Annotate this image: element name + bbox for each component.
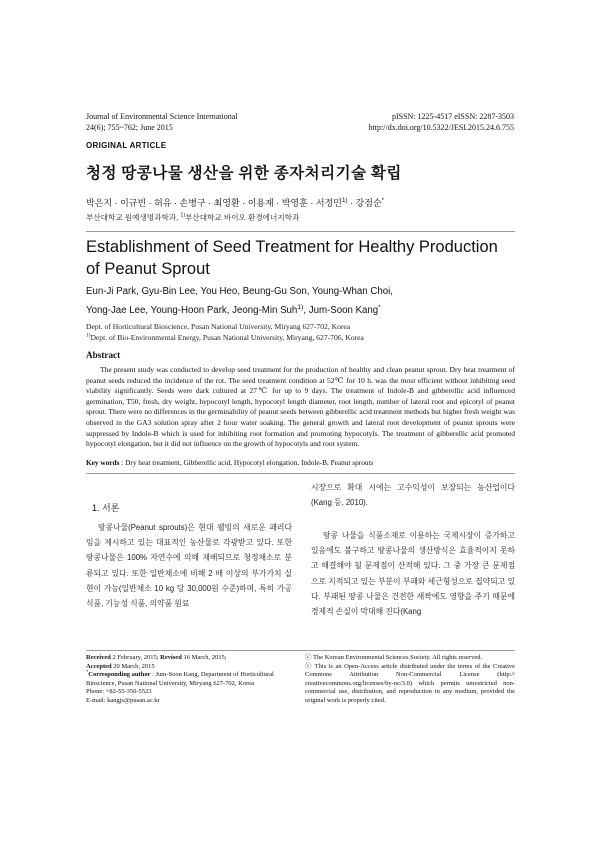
- english-authors-sup: 1): [297, 303, 304, 311]
- license-text: This is an Open-Access article distributed under the terms of the Creative Commons Attribution Non-Commercial License (http:// creativecommons.org/licenses/by-nc/3.0) which permits unrestricted non-commercial use, distribution, and reproduction in any medium, provided the original work is properly cited.: [305, 662, 516, 704]
- corresponding-mark: *: [86, 669, 89, 675]
- journal-issn: pISSN: 1225-4517 eISSN: 2287-3503: [391, 112, 514, 121]
- english-affiliation-2: [86, 332, 516, 343]
- abstract-text: The present study was conducted to develop seed treatment for the production of healthy and clean peanut sprout. Dry heat treatment of peanut seeds reduced the incidence of the rot. The seed treatment condition at 52℃ for 10 h. was the most efficient without inhibiting seed viability significantly. Seeds were dark cultured at 27℃ for up to 9 days. The treatment of Indole-B and gibberellic acid influenced germination, T50, fresh, dry weight, hypocotyl length, hypocotyl length diameter, root length, number of lateral root and epicotyl of peanut sprout. There were no differences in the germinability of peanut seeds between gibberellic acid treatment methods but higher fresh weight was observed in the GA3 solution spray after 2 hour water soaking. The general growth and lateral root development of peanut sprouts were suppressed by Indole-B which is used for inhibiting root formation and promoting hypocotyls. The treatment of gibberellic acid promoted hypocotyl elongation, but it did not influence on the growth of hypocotyls and root system.: [86, 365, 515, 449]
- korean-affiliation-1: 부산대학교 원예생명과학과,: [86, 213, 181, 222]
- english-affiliations: [86, 321, 516, 343]
- english-authors: [86, 282, 516, 320]
- journal-header-left: [86, 111, 238, 133]
- copyright-icon: ⓒ: [305, 654, 312, 661]
- journal-volume: 24(6); 755~762; June 2015: [86, 123, 173, 132]
- korean-title: 청정 땅콩나물 생산을 위한 종자처리기술 확립: [86, 165, 402, 182]
- footnote-left: [86, 654, 292, 706]
- divider-abstract: [86, 473, 515, 474]
- corresponding-text: : Jum-Soon Kang, Department of Horticultural Bioscience, Pusan National University, Miryang 627-702, Korea: [86, 671, 274, 687]
- copyright-line: [305, 654, 515, 663]
- footnote-right: [305, 654, 515, 706]
- section-heading-introduction: 1. 서론: [92, 503, 120, 513]
- korean-authors-sup: 1): [341, 197, 348, 204]
- accepted-date: 20 March, 2015: [111, 662, 155, 670]
- korean-affiliation-2: 부산대학교 바이오 환경에너지학과: [185, 213, 300, 222]
- keywords-text: : Dry heat treatment, Gibberellic acid, Hypocotyl elongation, Indole-B, Peanut sprouts: [119, 458, 374, 467]
- accepted-label: Accepted: [86, 662, 112, 670]
- journal-doi[interactable]: http://dx.doi.org/10.5322/JESI.2015.24.6.755: [368, 123, 514, 132]
- korean-authors-tail: · 강점순: [347, 198, 382, 208]
- english-affiliation-1: Dept. of Horticultural Bioscience, Pusan National University, Miryang 627-702, Korea: [86, 322, 351, 331]
- korean-authors: [86, 196, 384, 209]
- received-label: Received: [86, 654, 111, 661]
- english-authors-line2-main: Yong-Jae Lee, Young-Hoon Park, Jeong-Min Suh: [86, 305, 298, 316]
- open-access-icon: ⓒ: [305, 662, 313, 670]
- article-type: ORIGINAL ARTICLE: [86, 141, 167, 150]
- english-authors-tail: , Jum-Soon Kang: [303, 305, 379, 316]
- korean-affiliation-sup: 1): [180, 212, 186, 219]
- english-authors-line1: Eun-Ji Park, Gyu-Bin Lee, You Heo, Beung-Gu Son, Young-Whan Choi,: [86, 286, 393, 297]
- license-line: [305, 663, 515, 706]
- journal-name: Journal of Environmental Science International: [86, 112, 238, 121]
- corresponding-label: Corresponding author: [88, 671, 151, 679]
- english-affiliation-2-text: Dept. of Bio-Environmental Energy, Pusan National University, Miryang, 627-706, Korea: [90, 333, 364, 342]
- korean-corresponding-mark: *: [381, 197, 385, 204]
- keywords-label: Key words: [86, 458, 120, 467]
- abstract-heading: Abstract: [86, 350, 121, 360]
- received-date: 2 February, 2015;: [110, 654, 161, 661]
- corresponding-author: [86, 671, 292, 688]
- copyright-text: The Korean Environmental Sciences Society. All rights reserved.: [311, 654, 483, 661]
- divider-top: [86, 231, 515, 232]
- phone: Phone: +82-55-350-5523: [86, 688, 152, 696]
- journal-header-right: [369, 111, 514, 133]
- english-corresponding-mark: *: [378, 303, 381, 311]
- revised-label: Revised: [160, 654, 182, 661]
- korean-affiliation: [86, 212, 299, 223]
- intro-right-column-para2: 땅콩 나물을 식품소재로 이용하는 국제시장이 증가하고 있음에도 불구하고 땅콩나물의 생산방식은 효율적이지 못하고 해결해야 될 문제점이 산적해 있다. 그 중 가장 큰 문제점으로 지적되고 있는 부분이 부패와 세근형성으로 집약되고 있다. 부패된 땅콩 나물은 건전한 새싹에도 영향을 주기 때문에 경제적 손실이 막대해 진다(Kang: [311, 531, 515, 617]
- english-title: Establishment of Seed Treatment for Healthy Production of Peanut Sprout: [86, 238, 498, 278]
- english-authors-line2: [86, 301, 516, 320]
- revised-date: 16 March, 2015;: [181, 654, 227, 661]
- korean-authors-main: 박은지 · 이규빈 · 허유 · 손병구 · 최영환 · 이용재 · 박영훈 · 서정민: [86, 198, 342, 208]
- email[interactable]: E-mail: kangjs@pusan.ac.kr: [86, 696, 160, 704]
- intro-right-column-para1: 시장으로 확대 시에는 고수익성이 보장되는 농산업이다(Kang 등, 2010).: [311, 483, 515, 508]
- english-affiliation-sup: 1): [86, 332, 91, 339]
- dates-line: [86, 654, 292, 663]
- keywords: [86, 458, 515, 467]
- intro-left-column: 땅콩나물(Peanut sprouts)은 현대 웰빙의 새로운 패러다임을 제시하고 있는 대표적인 농산물로 각광받고 있다. 또한 땅콩나물은 100% 자연수에 의해 재배되므로 청정채소로 분류되고 있다. 또한 일반채소에 비해 2 배 이상의 부가가치 실현이 가능(일반채소 10 kg 당 30,000원 수준)하며, 특히 가공식품, 기능성 식품, 의약품 원료: [86, 523, 292, 609]
- divider-footnotes: [86, 650, 515, 651]
